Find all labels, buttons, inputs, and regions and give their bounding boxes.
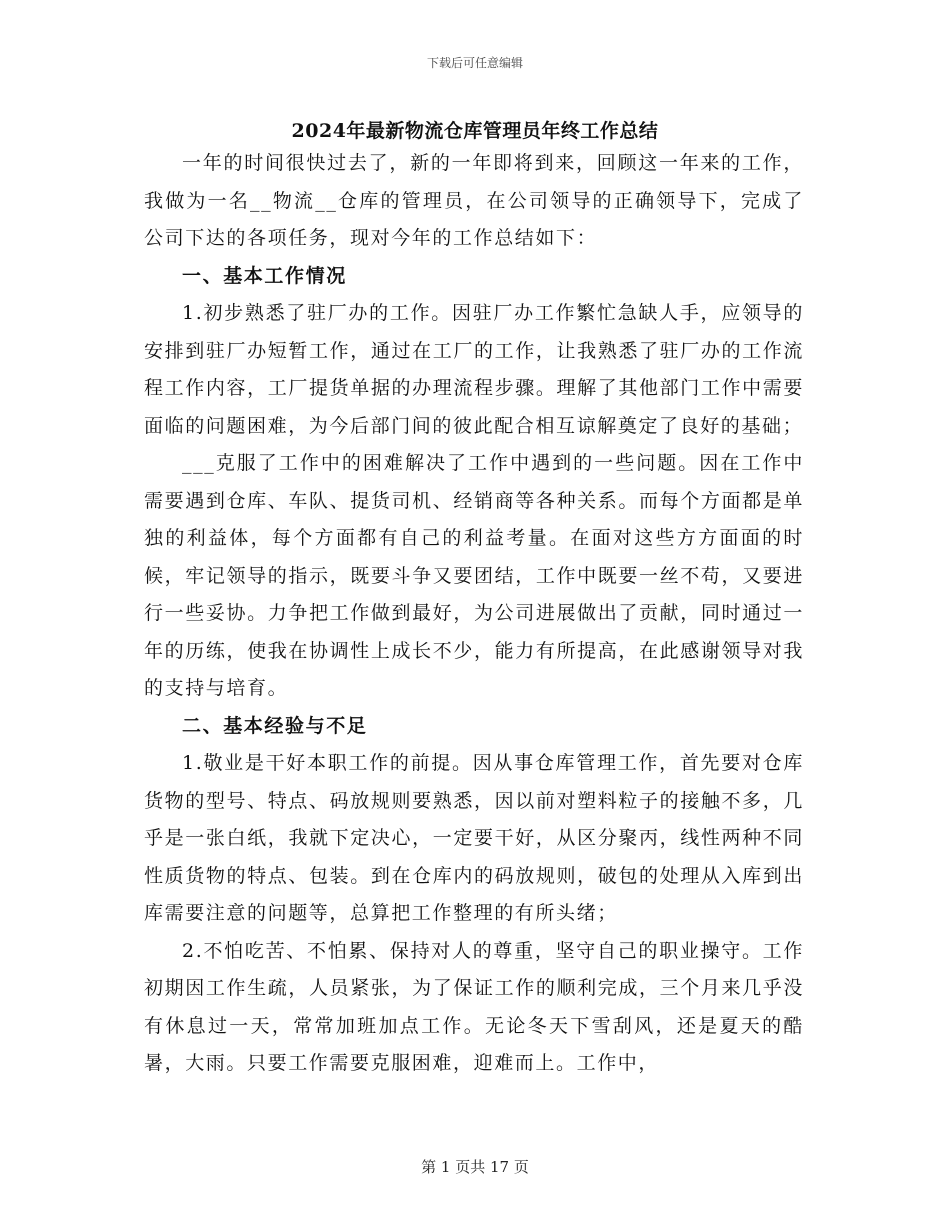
section-heading-basic-work: 一、基本工作情况 xyxy=(182,264,347,287)
paragraph-hard-work: 2.不怕吃苦、不怕累、保持对人的尊重，坚守自己的职业操守。工作初期因工作生疏，人员紧张，为了保证工作的顺利完成，三个月来几乎没有休息过一天，常常加班加点工作。无论冬天下雪刮风，还是夏天的酷暑，大雨。只要工作需要克服困难，迎难而上。工作中， xyxy=(144,939,804,1074)
paragraph-overcoming-difficulties: ___克服了工作中的困难解决了工作中遇到的一些问题。因在工作中需要遇到仓库、车队、提货司机、经销商等各种关系。而每个方面都是单独的利益体，每个方面都有自己的利益考量。在面对这些方方面面的时候，牢记领导的指示，既要斗争又要团结，工作中既要一丝不苟，又要进行一些妥协。力争把工作做到最好，为公司进展做出了贡献，同时通过一年的历练，使我在协调性上成长不少，能力有所提高，在此感谢领导对我的支持与培育。 xyxy=(144,452,804,699)
header-note: 下载后可任意编辑 xyxy=(426,56,523,70)
page-number: 第 1 页共 17 页 xyxy=(421,1158,529,1176)
paragraph-factory-office: 1.初步熟悉了驻厂办的工作。因驻厂办工作繁忙急缺人手，应领导的安排到驻厂办短暂工作，通过在工厂的工作，让我熟悉了驻厂办的工作流程工作内容，工厂提货单据的办理流程步骤。理解了其他部门工作中需要面临的问题困难，为今后部门间的彼此配合相互谅解奠定了良好的基础； xyxy=(144,302,804,437)
document-body xyxy=(144,145,804,1083)
paragraph-dedication: 1.敬业是干好本职工作的前提。因从事仓库管理工作，首先要对仓库货物的型号、特点、码放规则要熟悉，因以前对塑料粒子的接触不多，几乎是一张白纸，我就下定决心，一定要干好，从区分聚丙，线性两种不同性质货物的特点、包装。到在仓库内的码放规则，破包的处理从入库到出库需要注意的问题等，总算把工作整理的有所头绪； xyxy=(144,752,804,924)
document-title: 2024年最新物流仓库管理员年终工作总结 xyxy=(291,120,659,142)
section-heading-experience: 二、基本经验与不足 xyxy=(182,714,368,737)
intro-paragraph: 一年的时间很快过去了，新的一年即将到来，回顾这一年来的工作，我做为一名__物流__仓库的管理员，在公司领导的正确领导下，完成了公司下达的各项任务，现对今年的工作总结如下： xyxy=(144,152,804,249)
